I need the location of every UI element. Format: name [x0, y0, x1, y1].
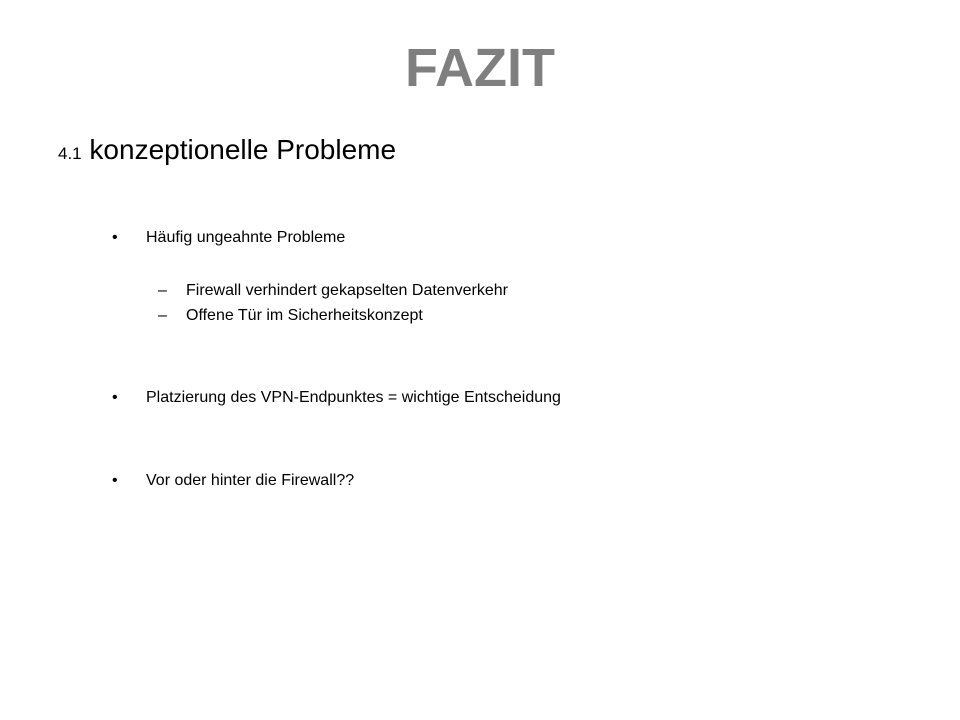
sub-bullet-marker: – [158, 282, 167, 299]
slide-title: FAZIT [405, 38, 555, 98]
bullet-marker: • [112, 229, 118, 246]
section-title: konzeptionelle Probleme [89, 134, 397, 165]
bullet-item [112, 471, 354, 491]
sub-bullet-marker: – [158, 307, 167, 324]
bullet-item [112, 228, 345, 248]
bullet-text: Platzierung des VPN-Endpunktes = wichtige Entscheidung [146, 389, 561, 406]
bullet-marker: • [112, 472, 118, 489]
sub-bullet-item [158, 306, 423, 326]
bullet-text: Vor oder hinter die Firewall?? [146, 472, 355, 489]
sub-bullet-text: Offene Tür im Sicherheitskonzept [186, 307, 423, 324]
section-number: 4.1 [58, 144, 82, 163]
sub-bullet-text: Firewall verhindert gekapselten Datenverkehr [186, 282, 508, 299]
bullet-text: Häufig ungeahnte Probleme [146, 229, 346, 246]
bullet-item [112, 388, 561, 408]
sub-bullet-item [158, 281, 508, 301]
bullet-marker: • [112, 389, 118, 406]
section-heading [58, 132, 396, 172]
